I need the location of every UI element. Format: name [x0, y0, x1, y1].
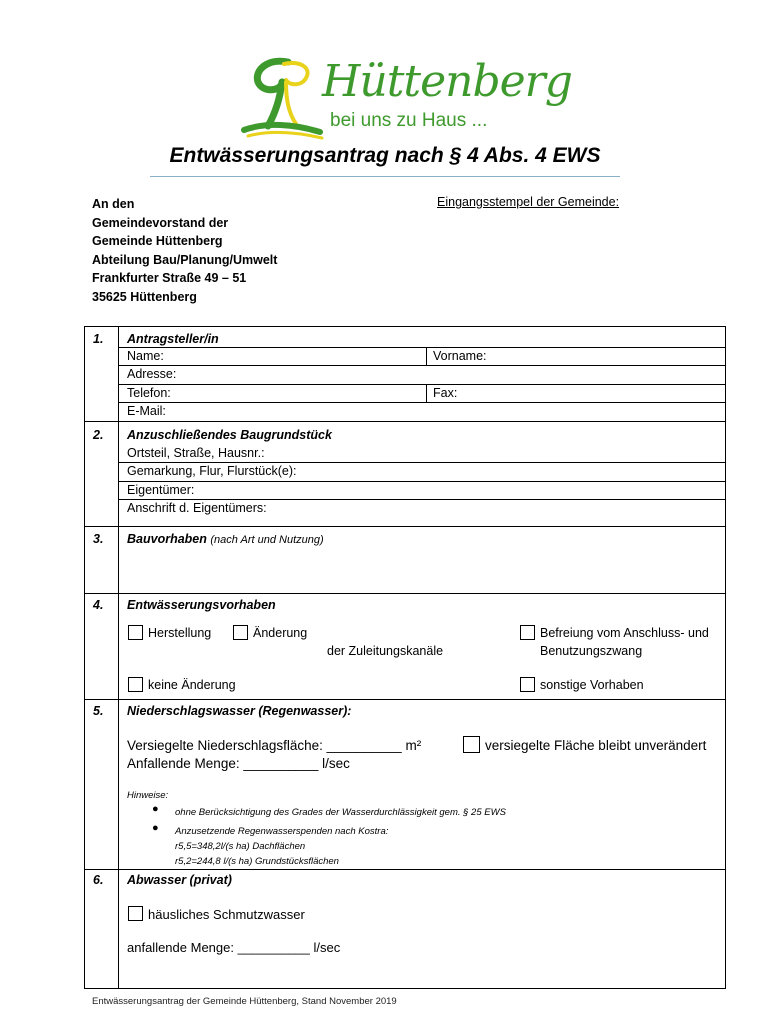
- keine-aenderung-checkbox[interactable]: [128, 677, 143, 692]
- anfallende-menge-label: Anfallende Menge: __________ l/sec: [127, 756, 350, 771]
- abwasser-menge-label: anfallende Menge: __________ l/sec: [127, 940, 341, 955]
- row-line: [118, 481, 726, 482]
- address-line: 35625 Hüttenberg: [92, 289, 197, 304]
- section-6-title: Abwasser (privat): [127, 873, 232, 887]
- zuleitungskanaele-label: der Zuleitungskanäle: [327, 644, 444, 658]
- tree-logo-icon: [240, 52, 330, 142]
- aenderung-label: Änderung: [253, 626, 308, 640]
- hinweise-label: Hinweise:: [127, 790, 169, 801]
- bullet-icon: ●: [152, 822, 159, 834]
- befreiung-checkbox[interactable]: [520, 625, 535, 640]
- bauvorhaben-label: Bauvorhaben: [127, 532, 207, 546]
- stamp-label: Eingangsstempel der Gemeinde:: [437, 195, 620, 209]
- adresse-label: Adresse:: [127, 367, 177, 381]
- schmutzwasser-label: häusliches Schmutzwasser: [148, 907, 305, 922]
- sonstige-vorhaben-label: sonstige Vorhaben: [540, 678, 644, 692]
- huettenberg-logo: [240, 52, 572, 142]
- logo-brand-text: Hüttenberg: [322, 56, 572, 107]
- herstellung-checkbox[interactable]: [128, 625, 143, 640]
- schmutzwasser-checkbox[interactable]: [128, 906, 143, 921]
- fax-label: Fax:: [433, 386, 458, 400]
- address-line: Gemeinde Hüttenberg: [92, 234, 223, 248]
- document-title: Entwässerungsantrag nach § 4 Abs. 4 EWS: [169, 144, 601, 167]
- section-4-title: Entwässerungsvorhaben: [127, 598, 276, 612]
- logo-tagline: bei uns zu Haus ...: [330, 110, 488, 131]
- section-divider: [85, 869, 726, 870]
- aenderung-checkbox[interactable]: [233, 625, 248, 640]
- address-line: Abteilung Bau/Planung/Umwelt: [92, 252, 278, 267]
- section-divider: [85, 699, 726, 700]
- section-3-number: 3.: [93, 532, 104, 546]
- vorname-label: Vorname:: [433, 349, 487, 363]
- recipient-address: [92, 195, 277, 306]
- versiegelte-flaeche-label: Versiegelte Niederschlagsfläche: __________ m²: [127, 738, 422, 753]
- benutzungszwang-label: Benutzungszwang: [540, 644, 643, 658]
- bauvorhaben-subtitle: (nach Art und Nutzung): [210, 534, 324, 546]
- section-divider: [85, 421, 726, 422]
- flaeche-unveraendert-label: versiegelte Fläche bleibt unverändert: [485, 738, 707, 753]
- address-line: Frankfurter Straße 49 – 51: [92, 271, 247, 285]
- keine-aenderung-label: keine Änderung: [148, 678, 236, 692]
- gemarkung-label: Gemarkung, Flur, Flurstück(e):: [127, 464, 297, 478]
- section-2-number: 2.: [93, 428, 104, 442]
- row-line: [118, 365, 726, 366]
- section-5-title: Niederschlagswasser (Regenwasser):: [127, 704, 352, 718]
- hinweis-1: ohne Berücksichtigung des Grades der Wasserdurchlässigkeit gem. § 25 EWS: [175, 807, 506, 818]
- title-divider: [150, 176, 620, 177]
- row-line: [118, 347, 726, 348]
- section-5-number: 5.: [93, 704, 104, 718]
- section-3-title: [127, 532, 324, 548]
- cell-divider: [426, 347, 427, 365]
- anschrift-label: Anschrift d. Eigentümers:: [127, 501, 267, 515]
- sonstige-vorhaben-checkbox[interactable]: [520, 677, 535, 692]
- ortsteil-label: Ortsteil, Straße, Hausnr.:: [127, 446, 265, 460]
- telefon-label: Telefon:: [127, 386, 171, 400]
- row-line: [118, 462, 726, 463]
- befreiung-label: Befreiung vom Anschluss- und: [540, 626, 709, 640]
- kostra-grundstuecksflaechen: r5,2=244,8 l/(s ha) Grundstücksflächen: [175, 856, 339, 867]
- flaeche-unveraendert-checkbox[interactable]: [463, 736, 480, 753]
- eigentuemer-label: Eigentümer:: [127, 483, 195, 497]
- row-line: [118, 384, 726, 385]
- section-2-title: Anzuschließendes Baugrundstück: [127, 428, 332, 442]
- address-line: An den: [92, 197, 135, 211]
- section-1-title: Antragsteller/in: [127, 332, 219, 346]
- section-4-number: 4.: [93, 598, 104, 612]
- email-label: E-Mail:: [127, 404, 166, 418]
- bullet-icon: ●: [152, 803, 159, 815]
- section-divider: [85, 593, 726, 594]
- address-line: Gemeindevorstand der: [92, 215, 229, 230]
- application-form-table: [84, 326, 726, 989]
- section-1-number: 1.: [93, 332, 104, 346]
- name-label: Name:: [127, 349, 164, 363]
- kostra-dachflaechen: r5,5=348,2l/(s ha) Dachflächen: [175, 841, 306, 852]
- herstellung-label: Herstellung: [148, 626, 212, 640]
- row-line: [118, 499, 726, 500]
- page-footer: Entwässerungsantrag der Gemeinde Hüttenberg, Stand November 2019: [92, 996, 397, 1007]
- hinweis-2: Anzusetzende Regenwasserspenden nach Kostra:: [175, 826, 389, 837]
- column-divider: [118, 327, 119, 989]
- section-divider: [85, 526, 726, 527]
- cell-divider: [426, 384, 427, 402]
- row-line: [118, 402, 726, 403]
- section-6-number: 6.: [93, 873, 104, 887]
